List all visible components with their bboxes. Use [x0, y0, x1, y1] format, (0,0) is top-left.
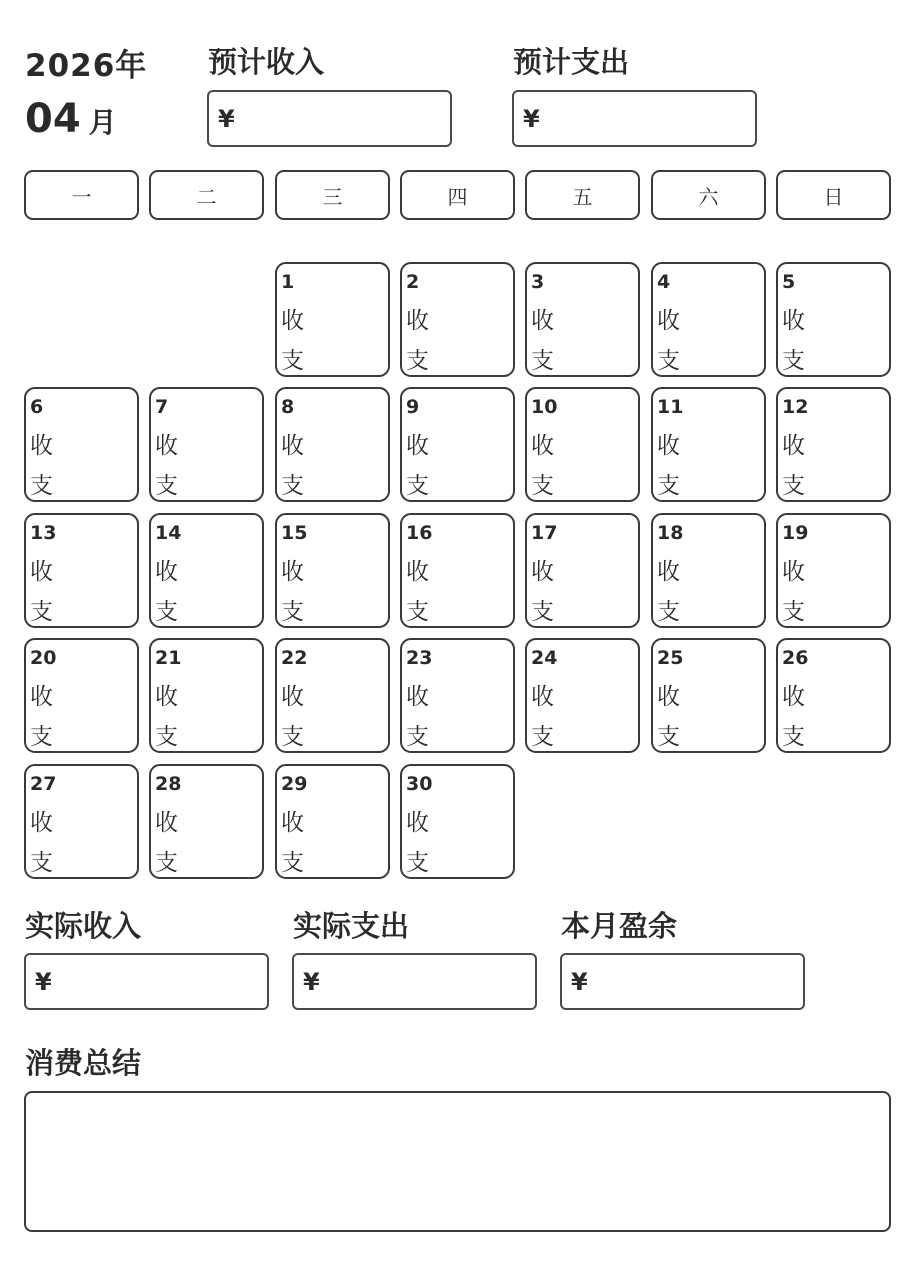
day-number: 11: [657, 396, 684, 418]
weekday-header: 日: [776, 170, 891, 220]
day-number: 26: [782, 647, 809, 669]
day-number: 23: [406, 647, 433, 669]
actual-expense-field[interactable]: [292, 953, 537, 1010]
day-income-label: 收: [281, 810, 304, 836]
day-cell[interactable]: [525, 387, 640, 502]
spending-summary-label: 消费总结: [25, 1046, 142, 1080]
day-expense-label: 支: [657, 348, 680, 374]
month-number: 04: [25, 96, 81, 142]
day-income-label: 收: [30, 810, 53, 836]
day-income-label: 收: [782, 559, 805, 585]
day-number: 7: [155, 396, 169, 418]
day-income-label: 收: [281, 684, 304, 710]
day-number: 21: [155, 647, 182, 669]
day-cell[interactable]: [651, 638, 766, 753]
day-cell[interactable]: [525, 638, 640, 753]
day-number: 19: [782, 522, 809, 544]
day-number: 15: [281, 522, 308, 544]
day-income-label: 收: [281, 559, 304, 585]
actual-income-field[interactable]: [24, 953, 269, 1010]
day-cell[interactable]: [275, 764, 390, 879]
planned-expense-field[interactable]: [512, 90, 757, 147]
weekday-header: 四: [400, 170, 515, 220]
weekday-header: 一: [24, 170, 139, 220]
day-cell[interactable]: [275, 638, 390, 753]
planned-expense-label: 预计支出: [513, 45, 630, 79]
day-expense-label: 支: [406, 850, 429, 876]
day-number: 5: [782, 271, 796, 293]
day-cell[interactable]: [149, 513, 264, 628]
day-income-label: 收: [30, 433, 53, 459]
currency-symbol: ¥: [571, 967, 588, 996]
day-expense-label: 支: [30, 724, 53, 750]
day-cell[interactable]: [24, 764, 139, 879]
day-cell[interactable]: [275, 513, 390, 628]
day-cell[interactable]: [400, 638, 515, 753]
day-cell[interactable]: [149, 764, 264, 879]
day-cell[interactable]: [24, 387, 139, 502]
day-income-label: 收: [281, 433, 304, 459]
day-cell[interactable]: [400, 262, 515, 377]
day-expense-label: 支: [531, 599, 554, 625]
day-cell[interactable]: [651, 513, 766, 628]
day-income-label: 收: [782, 308, 805, 334]
currency-symbol: ¥: [523, 104, 540, 133]
day-cell[interactable]: [149, 387, 264, 502]
weekday-header: 六: [651, 170, 766, 220]
day-income-label: 收: [531, 684, 554, 710]
day-cell[interactable]: [776, 387, 891, 502]
day-expense-label: 支: [406, 473, 429, 499]
day-cell[interactable]: [776, 262, 891, 377]
day-cell[interactable]: [24, 513, 139, 628]
monthly-balance-label: 本月盈余: [561, 909, 678, 943]
day-cell[interactable]: [776, 638, 891, 753]
year-title: 2026年: [25, 48, 148, 84]
day-income-label: 收: [155, 810, 178, 836]
day-number: 28: [155, 773, 182, 795]
day-income-label: 收: [657, 433, 680, 459]
day-income-label: 收: [782, 433, 805, 459]
day-number: 10: [531, 396, 558, 418]
planned-income-field[interactable]: [207, 90, 452, 147]
day-cell[interactable]: [776, 513, 891, 628]
weekday-header: 二: [149, 170, 264, 220]
day-expense-label: 支: [657, 473, 680, 499]
day-number: 22: [281, 647, 308, 669]
day-expense-label: 支: [281, 348, 304, 374]
day-expense-label: 支: [657, 599, 680, 625]
day-number: 25: [657, 647, 684, 669]
day-income-label: 收: [406, 684, 429, 710]
day-expense-label: 支: [155, 599, 178, 625]
day-income-label: 收: [30, 559, 53, 585]
day-number: 13: [30, 522, 57, 544]
day-income-label: 收: [531, 433, 554, 459]
day-expense-label: 支: [155, 850, 178, 876]
day-expense-label: 支: [782, 599, 805, 625]
day-expense-label: 支: [657, 724, 680, 750]
spending-summary-box[interactable]: [24, 1091, 891, 1232]
day-number: 27: [30, 773, 57, 795]
day-income-label: 收: [657, 559, 680, 585]
day-expense-label: 支: [406, 599, 429, 625]
day-number: 20: [30, 647, 57, 669]
day-income-label: 收: [155, 433, 178, 459]
day-cell[interactable]: [275, 387, 390, 502]
day-cell[interactable]: [149, 638, 264, 753]
day-expense-label: 支: [281, 850, 304, 876]
month-unit: 月: [88, 106, 117, 139]
day-cell[interactable]: [275, 262, 390, 377]
day-cell[interactable]: [525, 513, 640, 628]
day-income-label: 收: [531, 559, 554, 585]
day-number: 8: [281, 396, 295, 418]
actual-income-label: 实际收入: [25, 909, 142, 943]
planned-income-label: 预计收入: [208, 45, 325, 79]
day-expense-label: 支: [782, 724, 805, 750]
day-cell[interactable]: [24, 638, 139, 753]
day-income-label: 收: [406, 308, 429, 334]
day-cell[interactable]: [651, 262, 766, 377]
day-income-label: 收: [30, 684, 53, 710]
day-expense-label: 支: [406, 348, 429, 374]
monthly-balance-field[interactable]: [560, 953, 805, 1010]
day-income-label: 收: [657, 684, 680, 710]
day-expense-label: 支: [30, 599, 53, 625]
day-number: 1: [281, 271, 295, 293]
month-title: [25, 96, 117, 142]
day-number: 14: [155, 522, 182, 544]
day-cell[interactable]: [525, 262, 640, 377]
weekday-header: 三: [275, 170, 390, 220]
day-income-label: 收: [406, 559, 429, 585]
day-expense-label: 支: [406, 724, 429, 750]
day-income-label: 收: [406, 433, 429, 459]
day-cell[interactable]: [400, 764, 515, 879]
day-income-label: 收: [155, 559, 178, 585]
day-number: 4: [657, 271, 671, 293]
day-number: 6: [30, 396, 44, 418]
currency-symbol: ¥: [35, 967, 52, 996]
actual-expense-label: 实际支出: [293, 909, 410, 943]
day-number: 24: [531, 647, 558, 669]
day-number: 29: [281, 773, 308, 795]
day-expense-label: 支: [531, 348, 554, 374]
day-expense-label: 支: [281, 724, 304, 750]
day-cell[interactable]: [400, 513, 515, 628]
day-number: 18: [657, 522, 684, 544]
weekday-header: 五: [525, 170, 640, 220]
day-income-label: 收: [281, 308, 304, 334]
day-cell[interactable]: [651, 387, 766, 502]
day-expense-label: 支: [782, 348, 805, 374]
day-income-label: 收: [531, 308, 554, 334]
day-expense-label: 支: [30, 473, 53, 499]
day-expense-label: 支: [782, 473, 805, 499]
day-number: 3: [531, 271, 545, 293]
day-expense-label: 支: [531, 724, 554, 750]
day-income-label: 收: [155, 684, 178, 710]
day-expense-label: 支: [30, 850, 53, 876]
day-income-label: 收: [782, 684, 805, 710]
day-number: 12: [782, 396, 809, 418]
day-income-label: 收: [406, 810, 429, 836]
day-number: 30: [406, 773, 433, 795]
day-expense-label: 支: [281, 473, 304, 499]
day-number: 9: [406, 396, 420, 418]
day-number: 16: [406, 522, 433, 544]
day-number: 17: [531, 522, 558, 544]
day-number: 2: [406, 271, 420, 293]
day-expense-label: 支: [155, 724, 178, 750]
currency-symbol: ¥: [218, 104, 235, 133]
day-expense-label: 支: [531, 473, 554, 499]
currency-symbol: ¥: [303, 967, 320, 996]
day-cell[interactable]: [400, 387, 515, 502]
day-expense-label: 支: [155, 473, 178, 499]
day-expense-label: 支: [281, 599, 304, 625]
day-income-label: 收: [657, 308, 680, 334]
